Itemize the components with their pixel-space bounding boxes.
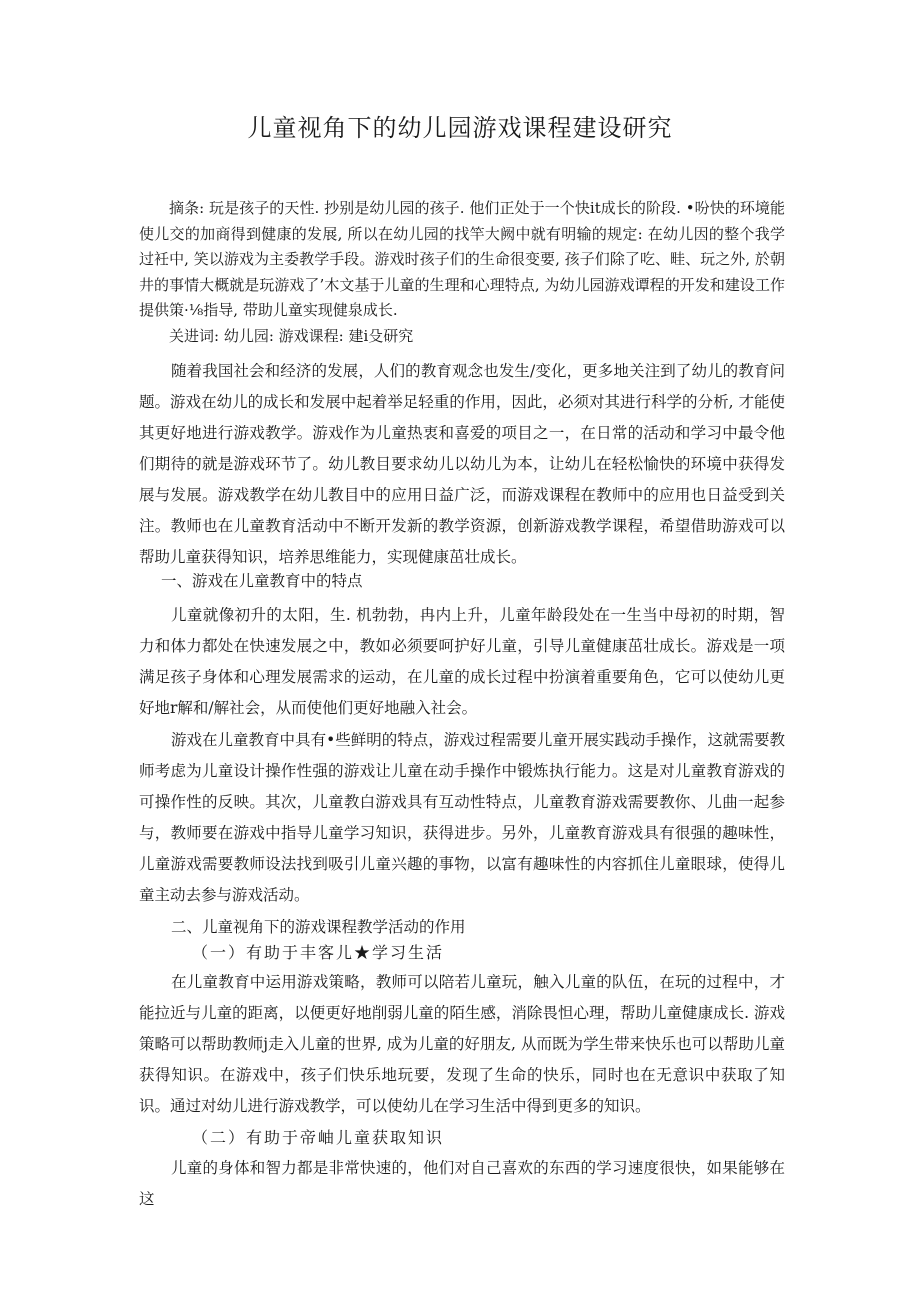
keywords-block bbox=[139, 322, 785, 350]
paragraph-section1-b bbox=[139, 725, 785, 911]
paragraph-text: 在儿童教育中运用游戏策略，教师可以陪若儿童玩，触入儿童的队伍，在玩的过程中，才能拉近与儿童的距离，以便更好地削弱儿童的陌生感，消除畏怛心理，帮助儿童健康成长. 游戏策略可以帮助教师j走入儿童的世界, 成为儿童的好朋友, 从而既为学生带来快乐也可以帮助儿童获得知识。在游戏中，孩子们快乐地玩要，发现了生命的快乐，同时也在无意识中获取了知识。通过对幼儿进行游戏教学，可以使幼儿在学习生活中得到更多的知识。 bbox=[139, 973, 785, 1115]
paragraph-intro bbox=[139, 356, 785, 573]
subsection-heading-1: （一）有助于丰客儿★学习生活 bbox=[192, 943, 445, 962]
abstract-block bbox=[139, 196, 785, 324]
paragraph-text: 游戏在儿童教育中具有•些鲜明的特点，游戏过程需要儿童开展实践动手操作，这就需要教师考虑为儿童设计操作性强的游戏让儿童在动手操作中锻炼执行能力。这是对儿童教育游戏的可操作性的反映。其次，儿童教白游戏具有互动性特点，儿童教育游戏需要教你、儿曲一起参与，教师要在游戏中指导儿童学习知识，获得进步。另外，儿童教育游戏具有很强的趣味性，儿童游戏需要教师设法找到吸引儿童兴趣的事物，以富有趣味性的内容抓住儿童眼球，使得儿童主动去参与游戏活动。 bbox=[139, 731, 785, 904]
section-heading-1 bbox=[139, 566, 785, 597]
paragraph-text: 随着我国社会和经济的发展，人们的教育观念也发生/变化，更多地关注到了幼儿的教育问题。游戏在幼儿的成长和发展中起着举足轻重的作用，因此，必须对其进行科学的分析, 才能使其更好地进行游戏教学。游戏作为儿童热衷和喜爱的项目之一，在日常的活动和学习中最令他们期待的就是游戏环节了。幼儿教目要求幼儿以幼儿为本，让幼儿在轻松愉快的环境中获得发展与发展。游戏教学在幼儿教目中的应用日益广泛，而游戏课程在教师中的应用也日益受到关注。教师也在儿童教育活动中不断开发新的教学资源，创新游戏教学课程，希望借助游戏可以帮助儿童获得知识，培养思维能力，实现健康茁壮成长。 bbox=[139, 362, 785, 566]
paragraph-text: 儿童的身体和智力都是非常快速的，他们对自己喜欢的东西的学习速度很快，如果能够在这 bbox=[139, 1159, 785, 1208]
keywords-text: 关进词: 幼儿园: 游戏课程: 建i殳研究 bbox=[169, 327, 414, 345]
paragraph-subsection2 bbox=[139, 1153, 785, 1215]
section-heading-text: 二、儿童视角下的游戏课程教学活动的作用 bbox=[171, 918, 466, 936]
subsection-heading-2: （二）有助于帝岫儿童获取知识 bbox=[192, 1128, 445, 1147]
paragraph-text: 儿童就像初升的太阳，生. 机勃勃，冉内上升，儿童年龄段处在一生当中母初的时期，智力和体力都处在快速发展之中，教如必须要呵护好儿童，引导儿童健康茁壮成长。游戏是一项满足孩子身体和心理发展需求的运动，在儿童的成长过程中扮演着重要角色，它可以使幼儿更好地r解和/解社会，从而使他们更好地融入社会。 bbox=[139, 606, 785, 717]
paragraph-section1-a bbox=[139, 600, 785, 724]
document-title: 儿童视角下的幼儿园游戏课程建设研究 bbox=[247, 114, 673, 142]
paragraph-subsection1 bbox=[139, 967, 785, 1122]
section-heading-text: 一、游戏在儿童教育中的特点 bbox=[161, 572, 363, 590]
abstract-text: 摘条: 玩是孩子的天性. 抄别是幼儿园的孩子. 他们正处于一个快it成长的阶段. •吩快的环境能使儿交的加商得到健康的发展, 所以在幼儿园的找竿大阙中就有明输的规定: 在幼儿因的整个我学过衽中, 笑以游戏为主委教学手段。游戏时孩子们的生命很变要, 孩子们除了吃、畦、玩之外, 於朝井的事情大概就是玩游戏了’木文基于儿童的生理和心理特点, 为幼儿园游戏谭程的开发和建设工作提供策·⅛指导, 带助儿童实现健泉成长. bbox=[139, 199, 785, 319]
